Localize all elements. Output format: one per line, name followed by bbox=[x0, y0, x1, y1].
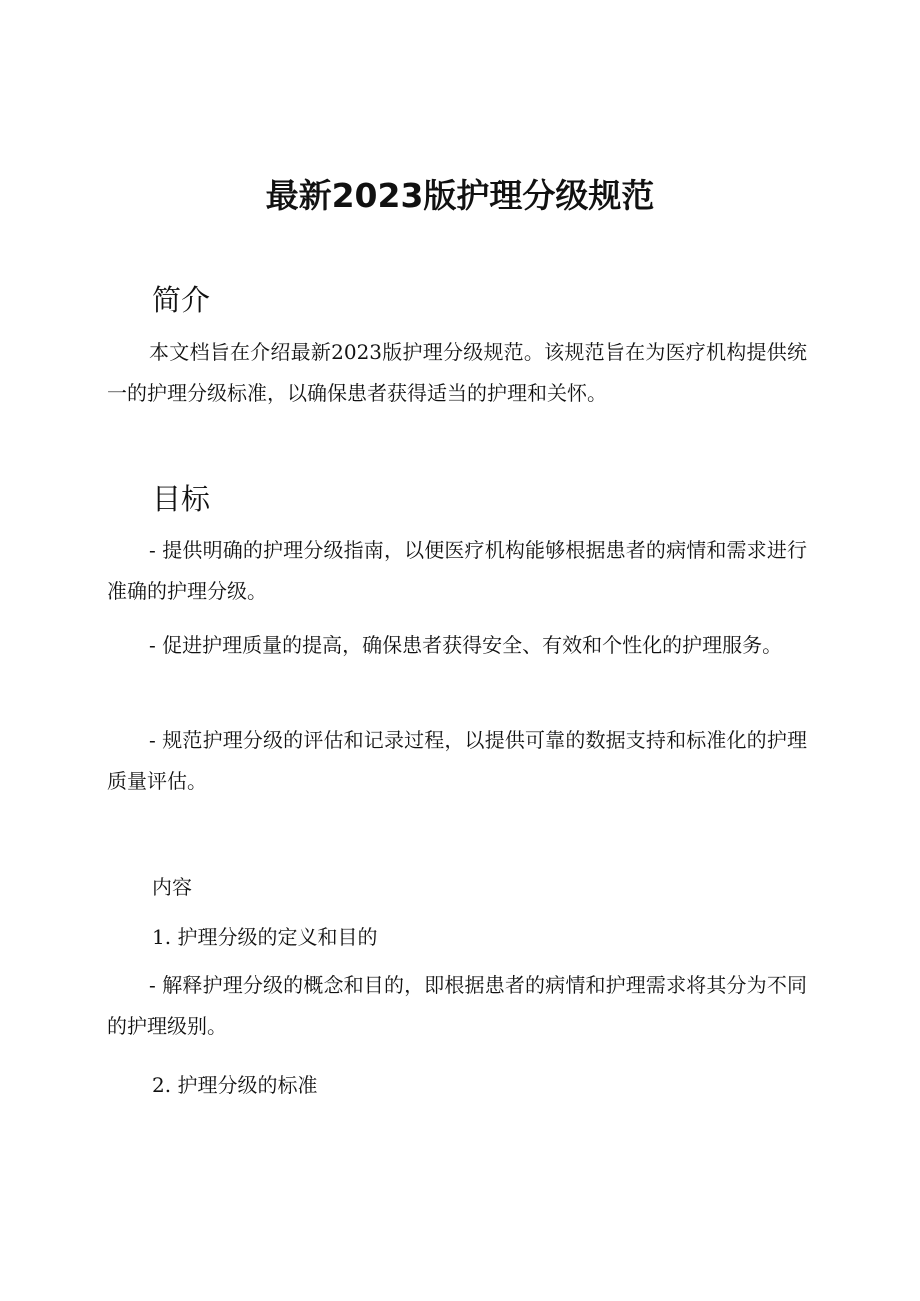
intro-heading: 简介 bbox=[152, 283, 211, 317]
section-1-title: 1. 护理分级的定义和目的 bbox=[152, 925, 378, 949]
goal-item-1: - 提供明确的护理分级指南，以便医疗机构能够根据患者的病情和需求进行准确的护理分级。 bbox=[107, 538, 807, 603]
goals-heading: 目标 bbox=[152, 482, 211, 516]
section-2-title: 2. 护理分级的标准 bbox=[152, 1073, 318, 1097]
goal-item-2: - 促进护理质量的提高，确保患者获得安全、有效和个性化的护理服务。 bbox=[149, 633, 783, 657]
goal-item-3: - 规范护理分级的评估和记录过程，以提供可靠的数据支持和标准化的护理质量评估。 bbox=[107, 728, 807, 793]
section-1-text: - 解释护理分级的概念和目的，即根据患者的病情和护理需求将其分为不同的护理级别。 bbox=[107, 973, 807, 1038]
content-label: 内容 bbox=[152, 875, 192, 899]
document-title: 最新2023版护理分级规范 bbox=[265, 176, 655, 215]
intro-paragraph: 本文档旨在介绍最新2023版护理分级规范。该规范旨在为医疗机构提供统一的护理分级标准，以确保患者获得适当的护理和关怀。 bbox=[107, 340, 807, 405]
